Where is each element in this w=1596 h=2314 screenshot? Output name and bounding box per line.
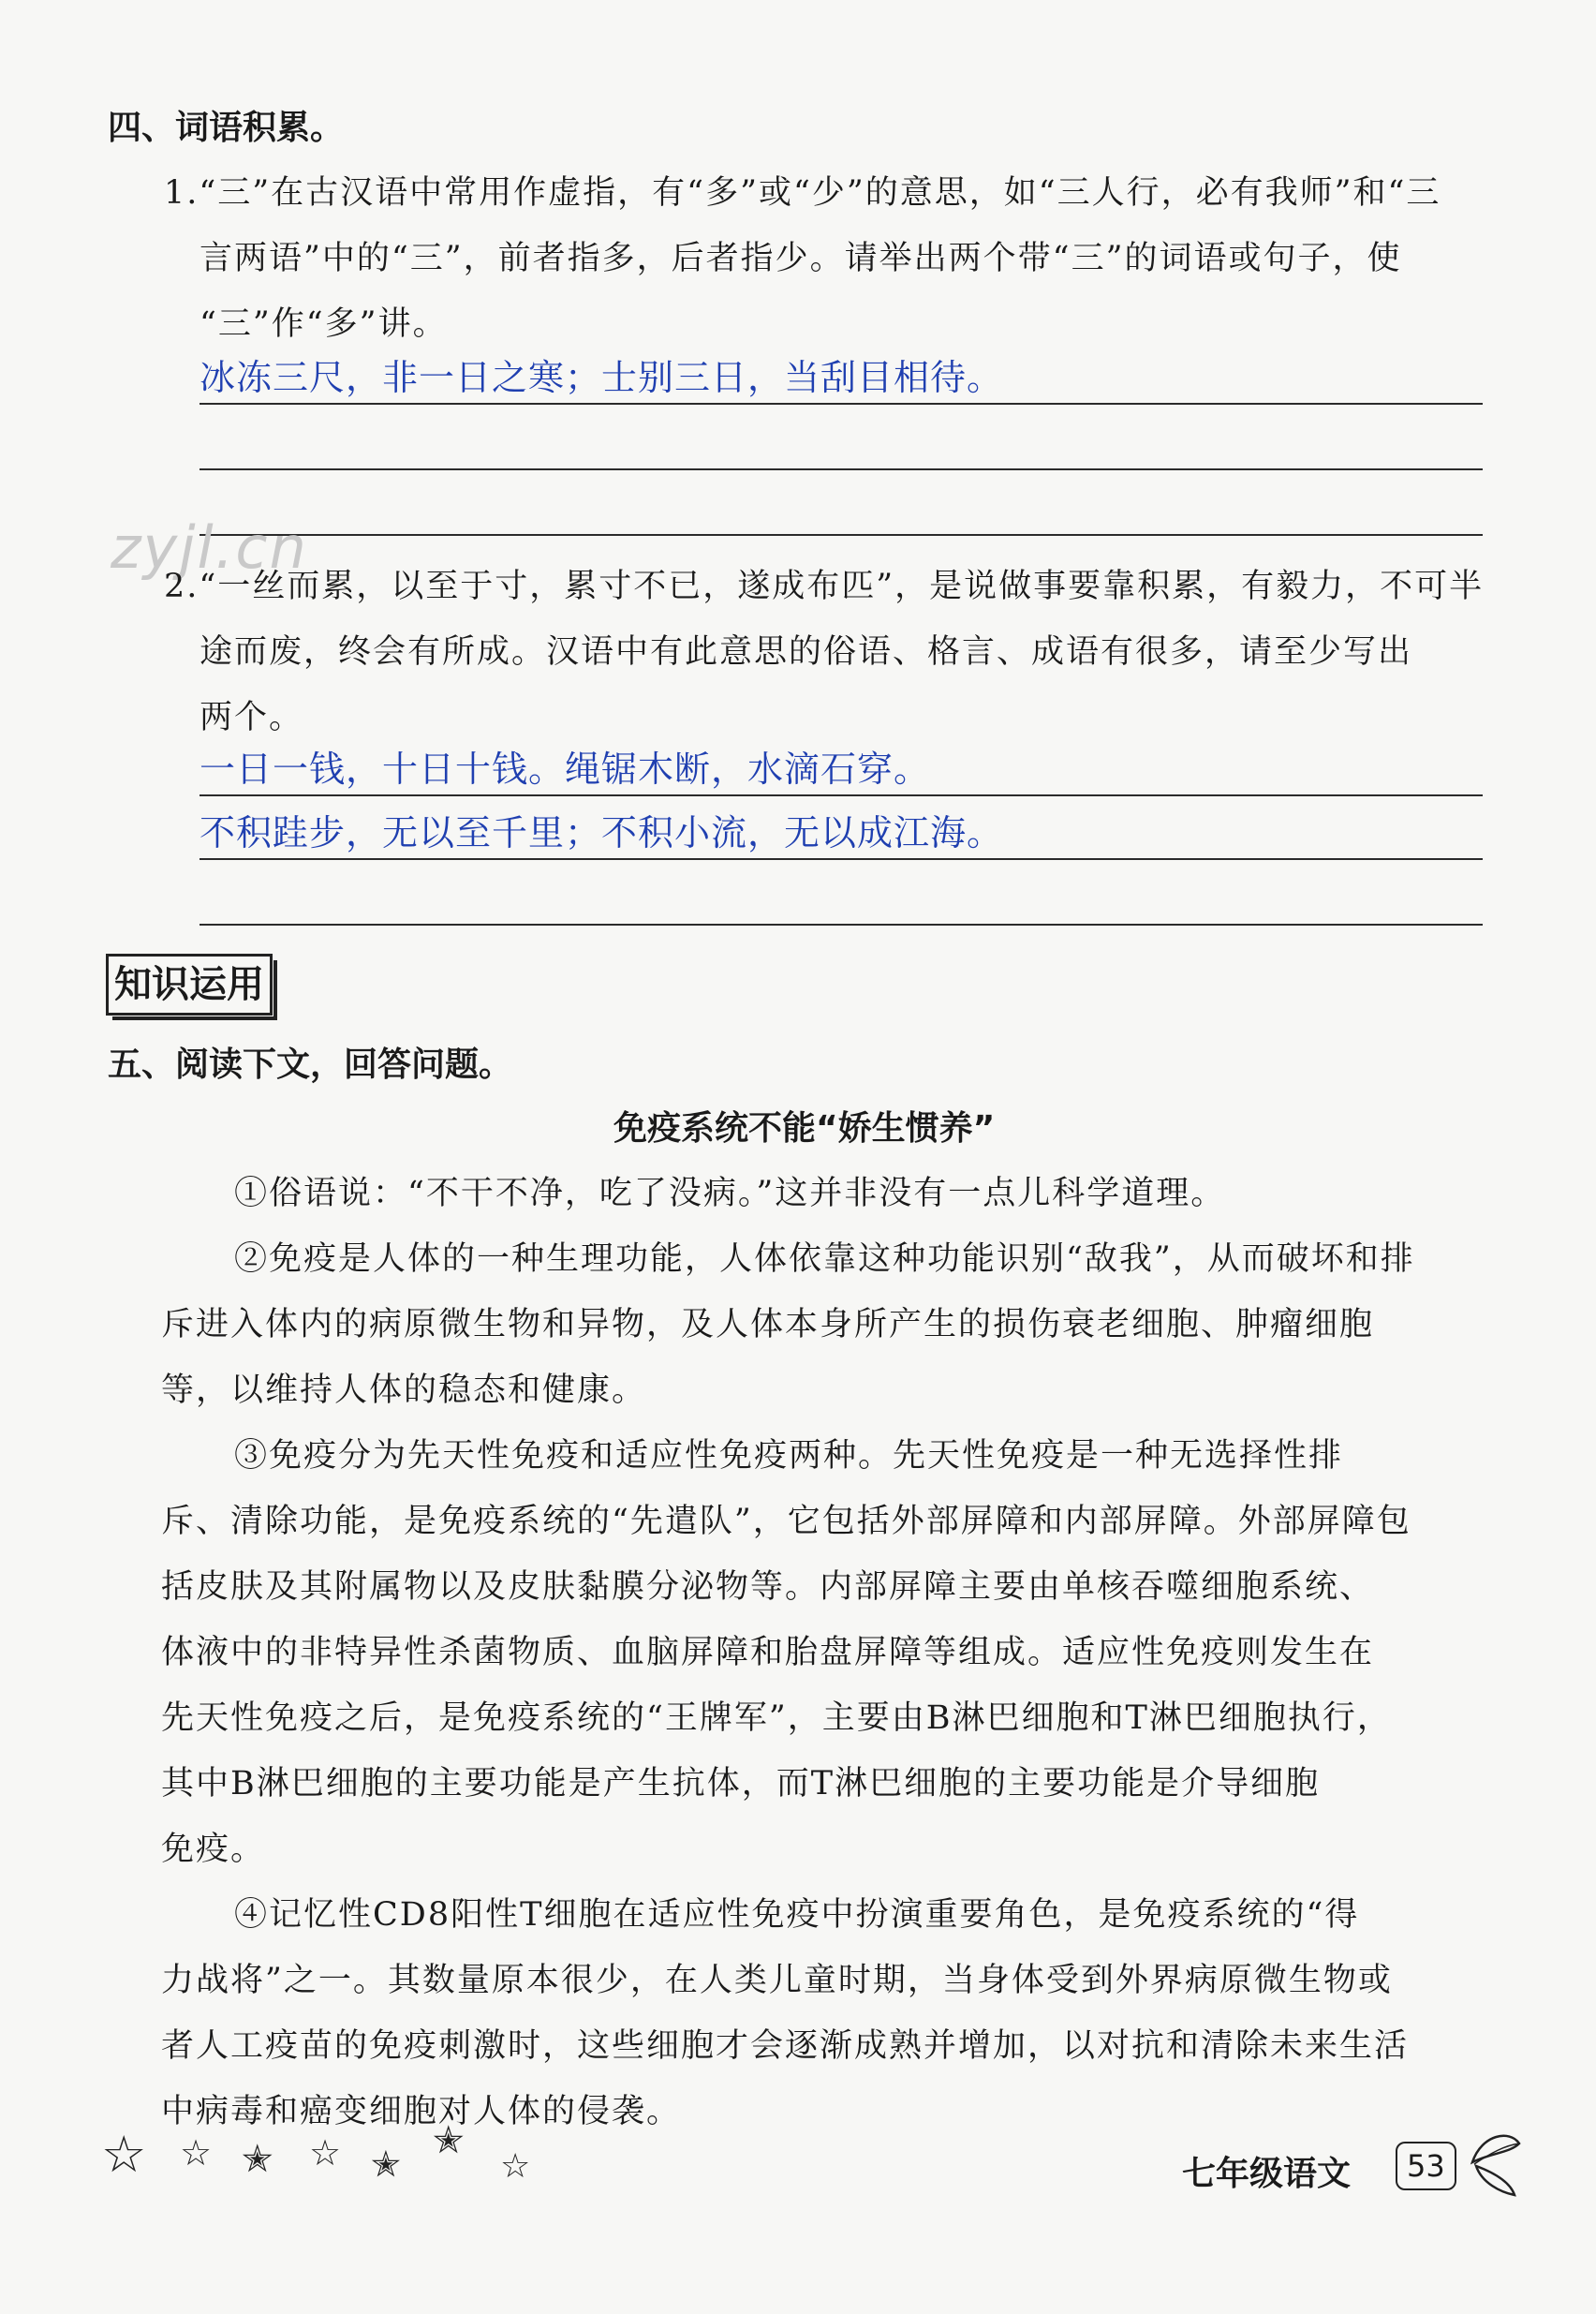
star-icon: ☆ [309,2132,342,2173]
star-icon: ✭ [371,2143,401,2185]
q2-line-2: 途而废，终会有所成。汉语中有此意思的俗语、格言、成语有很多，请至少写出 [200,633,1413,671]
q2-line-1: 2.“一丝而累，以至于寸，累寸不已，遂成布匹”，是说做事要靠积累，有毅力，不可半 [164,568,1485,605]
section-5-heading: 五、阅读下文，回答问题。 [108,1046,513,1084]
answer-line [200,403,1483,405]
paragraph-1: ①俗语说：“不干不净，吃了没病。”这并非没有一点儿科学道理。 [234,1175,1226,1212]
grade-subject-label: 七年级语文 [1182,2155,1352,2193]
q1-line-2: 言两语”中的“三”，前者指多，后者指少。请举出两个带“三”的词语或句子，使 [200,240,1402,277]
answer-line [200,794,1483,796]
watermark: zyjl.cn [111,513,308,582]
q2-answer-2: 不积跬步，无以至千里；不积小流，无以成江海。 [200,812,1004,853]
answer-line [200,468,1483,470]
star-icon: ☆ [101,2125,147,2184]
leaf-ornament-icon [1463,2125,1529,2200]
paragraph-3-line: 斥、清除功能，是免疫系统的“先遣队”，它包括外部屏障和内部屏障。外部屏障包 [161,1503,1411,1540]
answer-line [200,858,1483,860]
q1-answer-1: 冰冻三尺，非一日之寒；士别三日，当刮目相待。 [200,357,1004,398]
star-icon: ✭ [433,2119,465,2162]
paragraph-4-line: 中病毒和癌变细胞对人体的侵袭。 [161,2093,682,2130]
star-icon: ☆ [500,2147,531,2186]
paragraph-3-line: 括皮肤及其附属物以及皮肤黏膜分泌物等。内部屏障主要由单核吞噬细胞系统、 [161,1568,1375,1606]
q1-line-1: 1.“三”在古汉语中常用作虚指，有“多”或“少”的意思，如“三人行，必有我师”和“三 [164,174,1441,212]
q1-line-3: “三”作“多”讲。 [200,305,448,343]
section-4-heading: 四、词语积累。 [108,109,345,147]
q2-line-3: 两个。 [200,699,304,736]
paragraph-3-line: 免疫。 [161,1831,266,1868]
paragraph-3-line: 先天性免疫之后，是免疫系统的“王牌军”，主要由B淋巴细胞和T淋巴细胞执行， [161,1699,1392,1737]
paragraph-3-line: 体液中的非特异性杀菌物质、血脑屏障和胎盘屏障等组成。适应性免疫则发生在 [161,1634,1375,1671]
article-title: 免疫系统不能“娇生惯养” [613,1109,996,1148]
paragraph-2-line: ②免疫是人体的一种生理功能，人体依靠这种功能识别“敌我”，从而破坏和排 [234,1240,1415,1278]
star-icon: ☆ [180,2132,213,2173]
paragraph-3-line: ③免疫分为先天性免疫和适应性免疫两种。先天性免疫是一种无选择性排 [234,1437,1344,1475]
star-icon: ✭ [242,2138,273,2181]
page-number: 53 [1396,2142,1456,2190]
paragraph-2-line: 斥进入体内的病原微生物和异物，及人体本身所产生的损伤衰老细胞、肿瘤细胞 [161,1306,1375,1343]
answer-line [200,924,1483,926]
paragraph-4-line: 力战将”之一。其数量原本很少，在人类儿童时期，当身体受到外界病原微生物或 [161,1962,1393,1999]
paragraph-4-line: ④记忆性CD8阳性T细胞在适应性免疫中扮演重要角色，是免疫系统的“得 [234,1896,1360,1934]
answer-line [200,534,1483,536]
paragraph-4-line: 者人工疫苗的免疫刺激时，这些细胞才会逐渐成熟并增加，以对抗和清除未来生活 [161,2027,1410,2065]
paragraph-3-line: 其中B淋巴细胞的主要功能是产生抗体，而T淋巴细胞的主要功能是介导细胞 [161,1765,1321,1802]
paragraph-2-line: 等，以维持人体的稳态和健康。 [161,1372,647,1409]
knowledge-application-box: 知识运用 [106,954,273,1016]
q2-answer-1: 一日一钱，十日十钱。绳锯木断，水滴石穿。 [200,749,931,790]
